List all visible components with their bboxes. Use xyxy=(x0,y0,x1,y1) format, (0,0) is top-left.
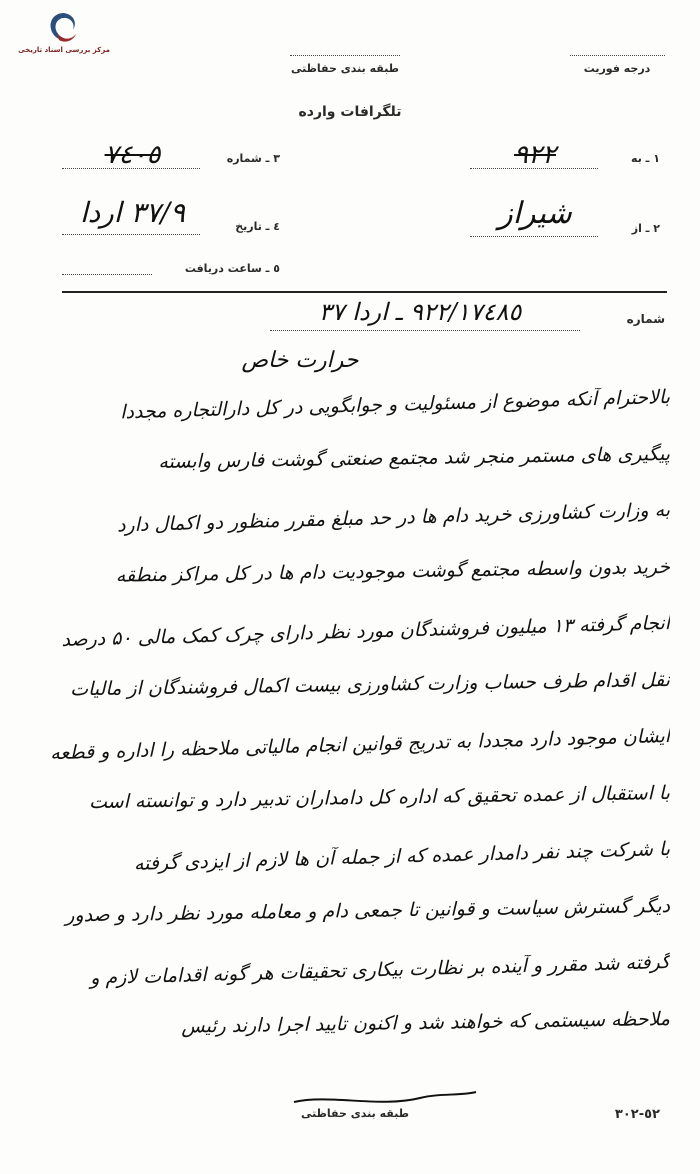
body-line: خرید بدون واسطه مجتمع گوشت موجودیت دام ها در کل مراکز منطقه xyxy=(115,555,671,587)
ref-line-underline xyxy=(270,330,580,331)
body-line: ملاحظه سیستمی که خواهند شد و اکنون تایید اجرا دارند رئیس xyxy=(181,1007,671,1038)
body-line: با شرکت چند نفر دامدار عمده که از جمله آن ها لازم از ایزدی گرفته xyxy=(133,838,671,875)
number-value: ٧٤٠٥ xyxy=(104,140,161,170)
date-value: ٣٧/٩ اردا xyxy=(79,196,185,229)
archive-logo-icon xyxy=(44,10,84,46)
classification-line xyxy=(290,55,400,56)
watermark-text: مرکز بررسی اسناد تاریخی xyxy=(18,46,110,54)
ref-line: ٩٢٢/١٧٤٨٥ ـ اردا ٣٧ xyxy=(318,298,522,326)
date-line xyxy=(62,234,200,235)
body-line: انجام گرفته ۱۳ میلیون فروشندگان مورد نظر دارای چرک کمک مالی ۵۰ درصد xyxy=(61,612,671,651)
body-line: به وزارت کشاورزی خرید دام ها در حد مبلغ مقرر منظور دو اکمال دارد xyxy=(116,499,671,537)
body-line: پیگیری های مستمر منجر شد مجتمع صنعتی گوشت فارس وابسته xyxy=(158,442,671,473)
header-divider xyxy=(62,291,667,293)
classification-label: طبقه بندی حفاظتی xyxy=(290,62,400,75)
body-line: با استقبال از عمده تحقیق که اداره کل دامداران تدبیر دارد و توانسته است xyxy=(88,781,671,813)
from-label: ٢ ـ از xyxy=(631,222,660,235)
to-label: ١ ـ به xyxy=(631,152,660,165)
to-value: ٩٢٢ xyxy=(514,140,556,170)
ref-label: شماره xyxy=(626,312,665,326)
urgency-label: درجه فوریت xyxy=(583,62,651,75)
body-line: گرفته شد مقرر و آینده بر نظارت بیکاری تحقیقات هر گونه اقدامات لازم و xyxy=(89,951,671,990)
number-label: ٣ ـ شماره xyxy=(226,152,280,165)
body-line: بالاحترام آنکه موضوع از مسئولیت و جوابگویی در کل دارالتجاره مجددا xyxy=(119,386,671,424)
body-line: ایشان موجود دارد مجددا به تدریج قوانین انجام مالیاتی ملاحظه را اداره و قطعه xyxy=(49,725,671,765)
time-line xyxy=(62,274,152,275)
body-line: نقل اقدام طرف حساب وزارت کشاورزی بیست اکمال فروشندگان از مالیات xyxy=(69,668,671,700)
time-label: ٥ ـ ساعت دریافت xyxy=(184,262,280,275)
page-title: تلگرافات وارده xyxy=(298,104,402,120)
archive-watermark xyxy=(14,10,114,60)
urgency-line xyxy=(570,55,665,56)
from-line xyxy=(470,236,598,237)
from-value: شیراز xyxy=(498,196,572,231)
salutation: حرارت خاص xyxy=(241,348,359,373)
body-line: دیگر گسترش سیاست و قوانین تا جمعی دام و معامله مورد نظر دارد و صدور xyxy=(65,894,671,926)
form-code: ٥٢-٣٠٢ xyxy=(614,1107,660,1122)
date-label: ٤ ـ تاریخ xyxy=(235,220,280,233)
footer-classification: طبقه بندی حفاظتی xyxy=(300,1107,410,1120)
